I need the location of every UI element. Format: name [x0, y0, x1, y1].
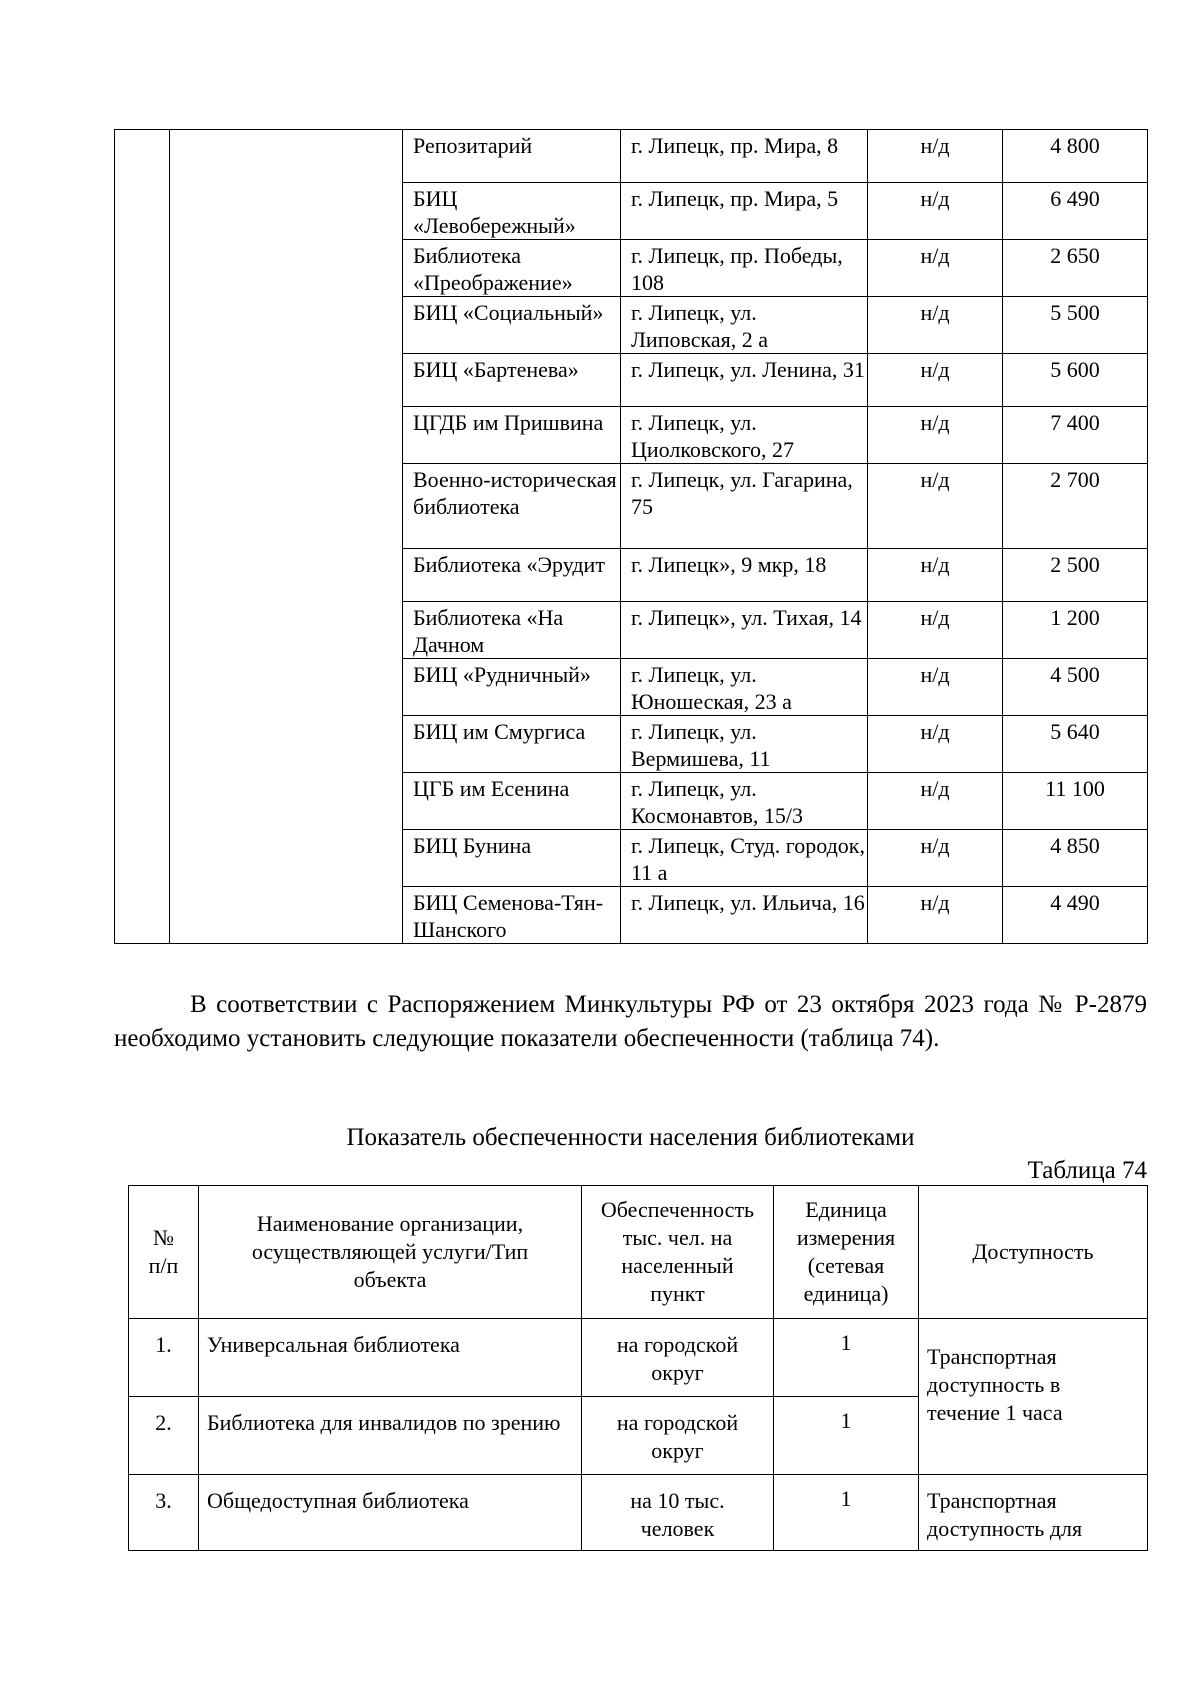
library-address: г. Липецк, ул. Гагарина, 75	[621, 464, 868, 549]
library-address: г. Липецк, ул. Вермишева, 11	[621, 716, 868, 773]
library-unit: н/д	[868, 659, 1003, 716]
blank-cell-org	[170, 130, 403, 944]
library-address: г. Липецк, ул. Липовская, 2 а	[621, 297, 868, 354]
library-value: 2 500	[1003, 549, 1148, 602]
row-num: 2.	[129, 1397, 199, 1475]
row-access: Транспортная доступность для	[919, 1475, 1148, 1551]
library-address: г. Липецк, ул. Циолковского, 27	[621, 407, 868, 464]
table-number-label: Таблица 74	[1027, 1157, 1147, 1184]
library-value: 2 650	[1003, 240, 1148, 297]
library-value: 7 400	[1003, 407, 1148, 464]
row-num: 3.	[129, 1475, 199, 1551]
header-name: Наименование организации, осуществляющей услуги/Тип объекта	[199, 1186, 582, 1319]
row-num: 1.	[129, 1319, 199, 1397]
table-caption: Показатель обеспеченности населения библиотеками	[346, 1124, 915, 1151]
library-address: г. Липецк, ул. Ленина, 31	[621, 354, 868, 407]
header-access: Доступность	[919, 1186, 1148, 1319]
row-access-merged: Транспортная доступность в течение 1 часа	[919, 1319, 1148, 1475]
library-name: ЦГБ им Есенина	[403, 773, 621, 830]
library-value: 6 490	[1003, 183, 1148, 240]
row-coverage: на городской округ	[582, 1397, 774, 1475]
header-unit: Единица измерения (сетевая единица)	[774, 1186, 919, 1319]
library-address: г. Липецк, Студ. городок, 11 а	[621, 830, 868, 887]
library-unit: н/д	[868, 549, 1003, 602]
libraries-table-body	[115, 130, 1148, 944]
library-name: Библиотека «На Дачном	[403, 602, 621, 659]
library-name: ЦГДБ им Пришвина	[403, 407, 621, 464]
library-name: БИЦ Семенова-Тян-Шанского	[403, 887, 621, 944]
libraries-table	[114, 129, 1148, 944]
library-value: 4 800	[1003, 130, 1148, 183]
library-unit: н/д	[868, 887, 1003, 944]
library-name: БИЦ «Рудничный»	[403, 659, 621, 716]
library-unit: н/д	[868, 773, 1003, 830]
library-address: г. Липецк, ул. Ильича, 16	[621, 887, 868, 944]
row-name: Общедоступная библиотека	[199, 1475, 582, 1551]
library-name: Репозитарий	[403, 130, 621, 183]
library-unit: н/д	[868, 716, 1003, 773]
library-unit: н/д	[868, 354, 1003, 407]
library-value: 2 700	[1003, 464, 1148, 549]
library-name: Военно-историческая библиотека	[403, 464, 621, 549]
library-address: г. Липецк», ул. Тихая, 14	[621, 602, 868, 659]
library-value: 4 500	[1003, 659, 1148, 716]
library-unit: н/д	[868, 407, 1003, 464]
library-unit: н/д	[868, 602, 1003, 659]
library-value: 5 640	[1003, 716, 1148, 773]
row-coverage: на городской округ	[582, 1319, 774, 1397]
header-coverage: Обеспеченность тыс. чел. на населенный пункт	[582, 1186, 774, 1319]
library-address: г. Липецк, пр. Мира, 8	[621, 130, 868, 183]
row-coverage: на 10 тыс. человек	[582, 1475, 774, 1551]
library-name: БИЦ «Левобережный»	[403, 183, 621, 240]
library-value: 4 850	[1003, 830, 1148, 887]
row-unit: 1	[774, 1319, 919, 1397]
library-unit: н/д	[868, 464, 1003, 549]
body-paragraph: В соответствии с Распоряжением Минкультуры РФ от 23 октября 2023 года № Р-2879 необходимо установить следующие показатели обеспеченности (таблица 74).	[114, 991, 1147, 1052]
library-value: 5 500	[1003, 297, 1148, 354]
library-name: Библиотека «Преображение»	[403, 240, 621, 297]
library-unit: н/д	[868, 183, 1003, 240]
header-num: № п/п	[129, 1186, 199, 1319]
table-row	[129, 1475, 1148, 1551]
library-value: 5 600	[1003, 354, 1148, 407]
library-unit: н/д	[868, 830, 1003, 887]
library-unit: н/д	[868, 297, 1003, 354]
row-name: Библиотека для инвалидов по зрению	[199, 1397, 582, 1475]
library-value: 11 100	[1003, 773, 1148, 830]
library-name: БИЦ «Социальный»	[403, 297, 621, 354]
provision-table-header-row	[129, 1186, 1148, 1319]
table-row	[115, 130, 1148, 183]
blank-cell-num	[115, 130, 170, 944]
provision-table	[128, 1185, 1148, 1551]
library-name: БИЦ Бунина	[403, 830, 621, 887]
row-unit: 1	[774, 1475, 919, 1551]
library-unit: н/д	[868, 240, 1003, 297]
library-address: г. Липецк, ул. Юношеская, 23 а	[621, 659, 868, 716]
library-value: 4 490	[1003, 887, 1148, 944]
table-row	[129, 1319, 1148, 1397]
library-name: Библиотека «Эрудит	[403, 549, 621, 602]
row-name: Универсальная библиотека	[199, 1319, 582, 1397]
library-name: БИЦ им Смургиса	[403, 716, 621, 773]
row-unit: 1	[774, 1397, 919, 1475]
library-name: БИЦ «Бартенева»	[403, 354, 621, 407]
library-address: г. Липецк, пр. Победы, 108	[621, 240, 868, 297]
library-address: г. Липецк», 9 мкр, 18	[621, 549, 868, 602]
library-address: г. Липецк, пр. Мира, 5	[621, 183, 868, 240]
library-unit: н/д	[868, 130, 1003, 183]
library-value: 1 200	[1003, 602, 1148, 659]
library-address: г. Липецк, ул. Космонавтов, 15/3	[621, 773, 868, 830]
